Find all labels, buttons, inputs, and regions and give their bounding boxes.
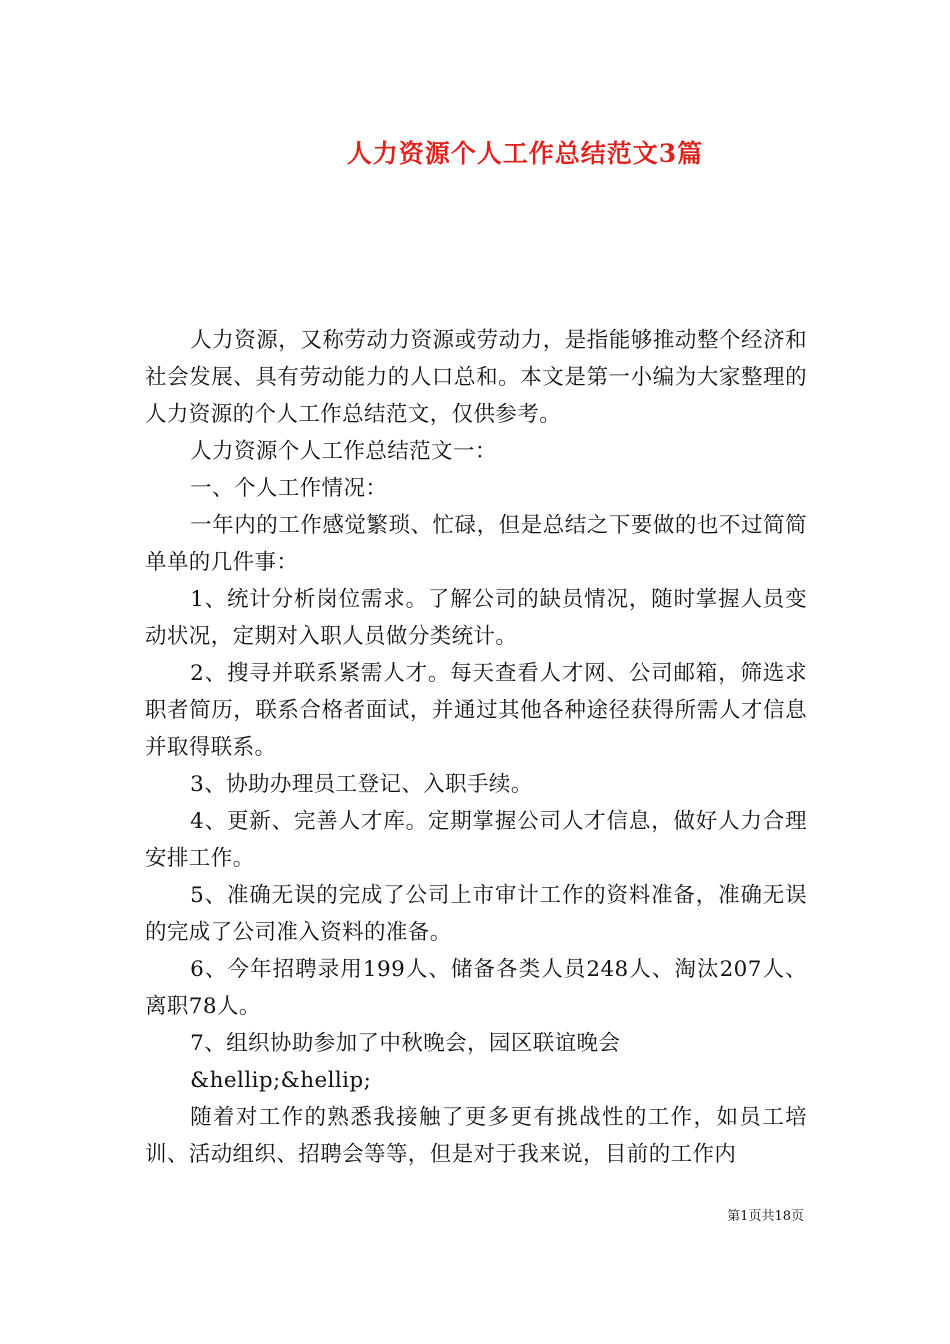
- paragraph: 1、统计分析岗位需求。了解公司的缺员情况，随时掌握人员变动状况，定期对入职人员做分类统计。: [145, 587, 807, 649]
- page-number-footer: 第1页共18页: [727, 1209, 804, 1224]
- paragraph: 6、今年招聘录用199人、储备各类人员248人、淘汰207人、离职78人。: [145, 957, 807, 1019]
- paragraph: &hellip;&hellip;: [190, 1068, 372, 1093]
- paragraph: 一年内的工作感觉繁琐、忙碌，但是总结之下要做的也不过简简单单的几件事：: [145, 513, 807, 575]
- paragraph: 人力资源，又称劳动力资源或劳动力，是指能够推动整个经济和社会发展、具有劳动能力的人口总和。本文是第一小编为大家整理的人力资源的个人工作总结范文，仅供参考。: [145, 328, 807, 427]
- paragraph: 人力资源个人工作总结范文一：: [190, 439, 497, 464]
- paragraph: 3、协助办理员工登记、入职手续。: [190, 772, 533, 797]
- paragraph: 7、组织协助参加了中秋晚会，园区联谊晚会: [190, 1031, 621, 1056]
- paragraph: 一、个人工作情况：: [190, 476, 388, 501]
- document-title: 人力资源个人工作总结范文3篇: [346, 139, 704, 168]
- document-body: [145, 322, 807, 1173]
- paragraph: 5、准确无误的完成了公司上市审计工作的资料准备，准确无误的完成了公司准入资料的准备。: [145, 883, 807, 945]
- paragraph: 2、搜寻并联系紧需人才。每天查看人才网、公司邮箱，筛选求职者简历，联系合格者面试，并通过其他各种途径获得所需人才信息并取得联系。: [145, 661, 807, 760]
- paragraph: 4、更新、完善人才库。定期掌握公司人才信息，做好人力合理安排工作。: [145, 809, 807, 871]
- paragraph: 随着对工作的熟悉我接触了更多更有挑战性的工作，如员工培训、活动组织、招聘会等等，但是对于我来说，目前的工作内: [145, 1105, 807, 1167]
